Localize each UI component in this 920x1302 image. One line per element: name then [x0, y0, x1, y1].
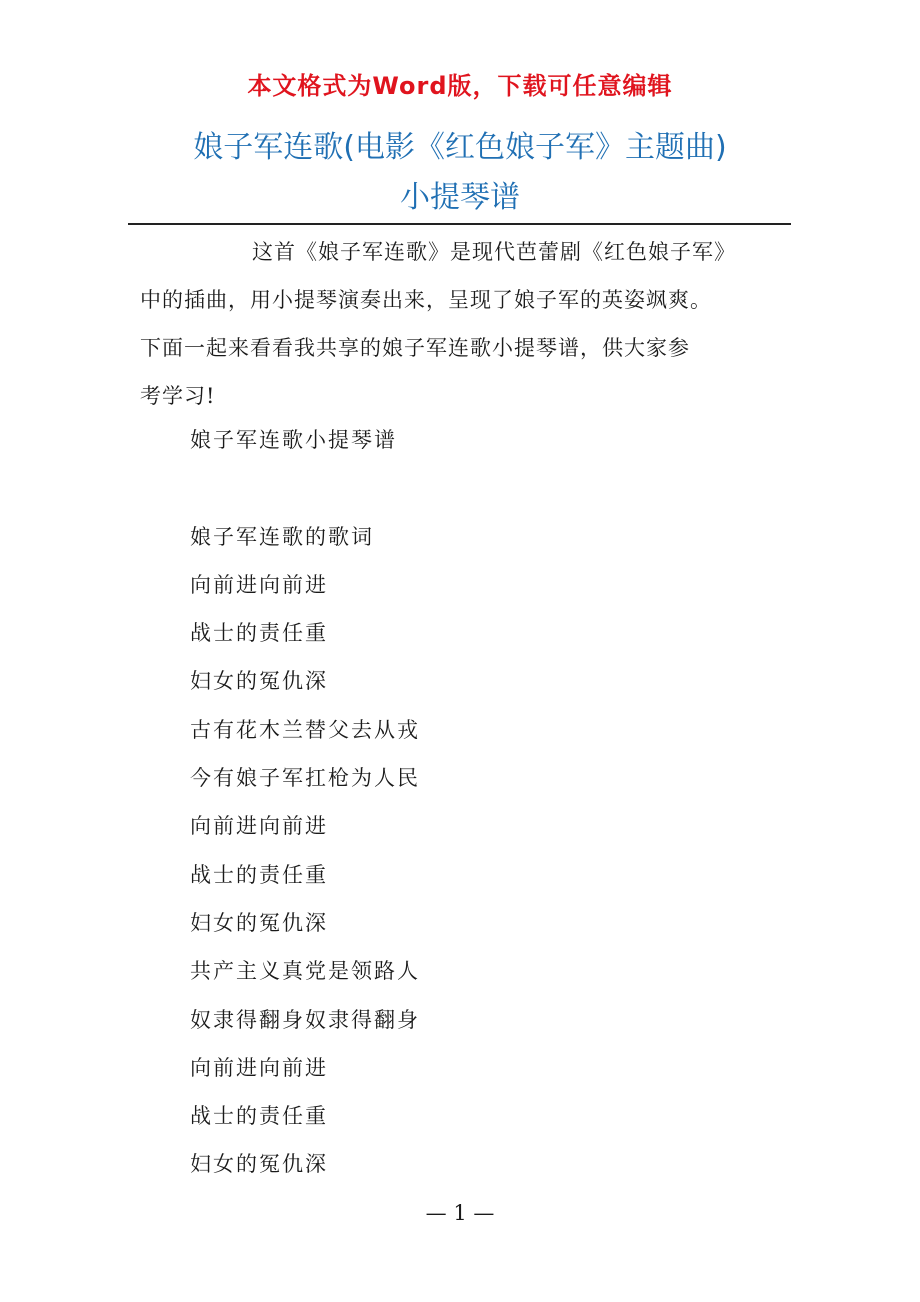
intro-line: 考学习! [140, 384, 216, 408]
lyric-line: 战士的责任重 [190, 862, 328, 887]
page-title: 娘子军连歌(电影《红色娘子军》主题曲) [193, 130, 727, 165]
lyric-line: 妇女的冤仇深 [190, 669, 328, 694]
intro-line: 下面一起来看看我共享的娘子军连歌小提琴谱，供大家参 [140, 336, 690, 360]
lyric-line: 向前进向前进 [190, 814, 328, 839]
lyric-line: 战士的责任重 [190, 1104, 328, 1129]
title-divider [128, 223, 791, 225]
lyric-line: 奴隶得翻身奴隶得翻身 [190, 1007, 420, 1032]
download-banner: 本文格式为Word版，下载可任意编辑 [247, 72, 673, 100]
lyric-line: 战士的责任重 [190, 621, 328, 646]
score-heading: 娘子军连歌小提琴谱 [190, 428, 397, 452]
lyric-line: 向前进向前进 [190, 572, 328, 597]
intro-line: 中的插曲，用小提琴演奏出来，呈现了娘子军的英姿飒爽。 [140, 288, 712, 312]
blank-line [190, 464, 420, 512]
lyric-line: 今有娘子军扛枪为人民 [190, 766, 420, 791]
lyric-line: 向前进向前进 [190, 1055, 328, 1080]
intro-line: 这首《娘子军连歌》是现代芭蕾剧《红色娘子军》 [252, 240, 736, 264]
lyric-line: 妇女的冤仇深 [190, 910, 328, 935]
lyric-line: 妇女的冤仇深 [190, 1152, 328, 1177]
lyric-line: 古有花木兰替父去从戎 [190, 717, 420, 742]
page-subtitle: 小提琴谱 [400, 180, 520, 215]
lyrics-heading: 娘子军连歌的歌词 [190, 524, 374, 549]
page-number: — 1 — [425, 1201, 495, 1225]
lyric-line: 共产主义真党是领路人 [190, 959, 420, 984]
content-lines [190, 416, 420, 1189]
intro-paragraph [140, 228, 800, 420]
